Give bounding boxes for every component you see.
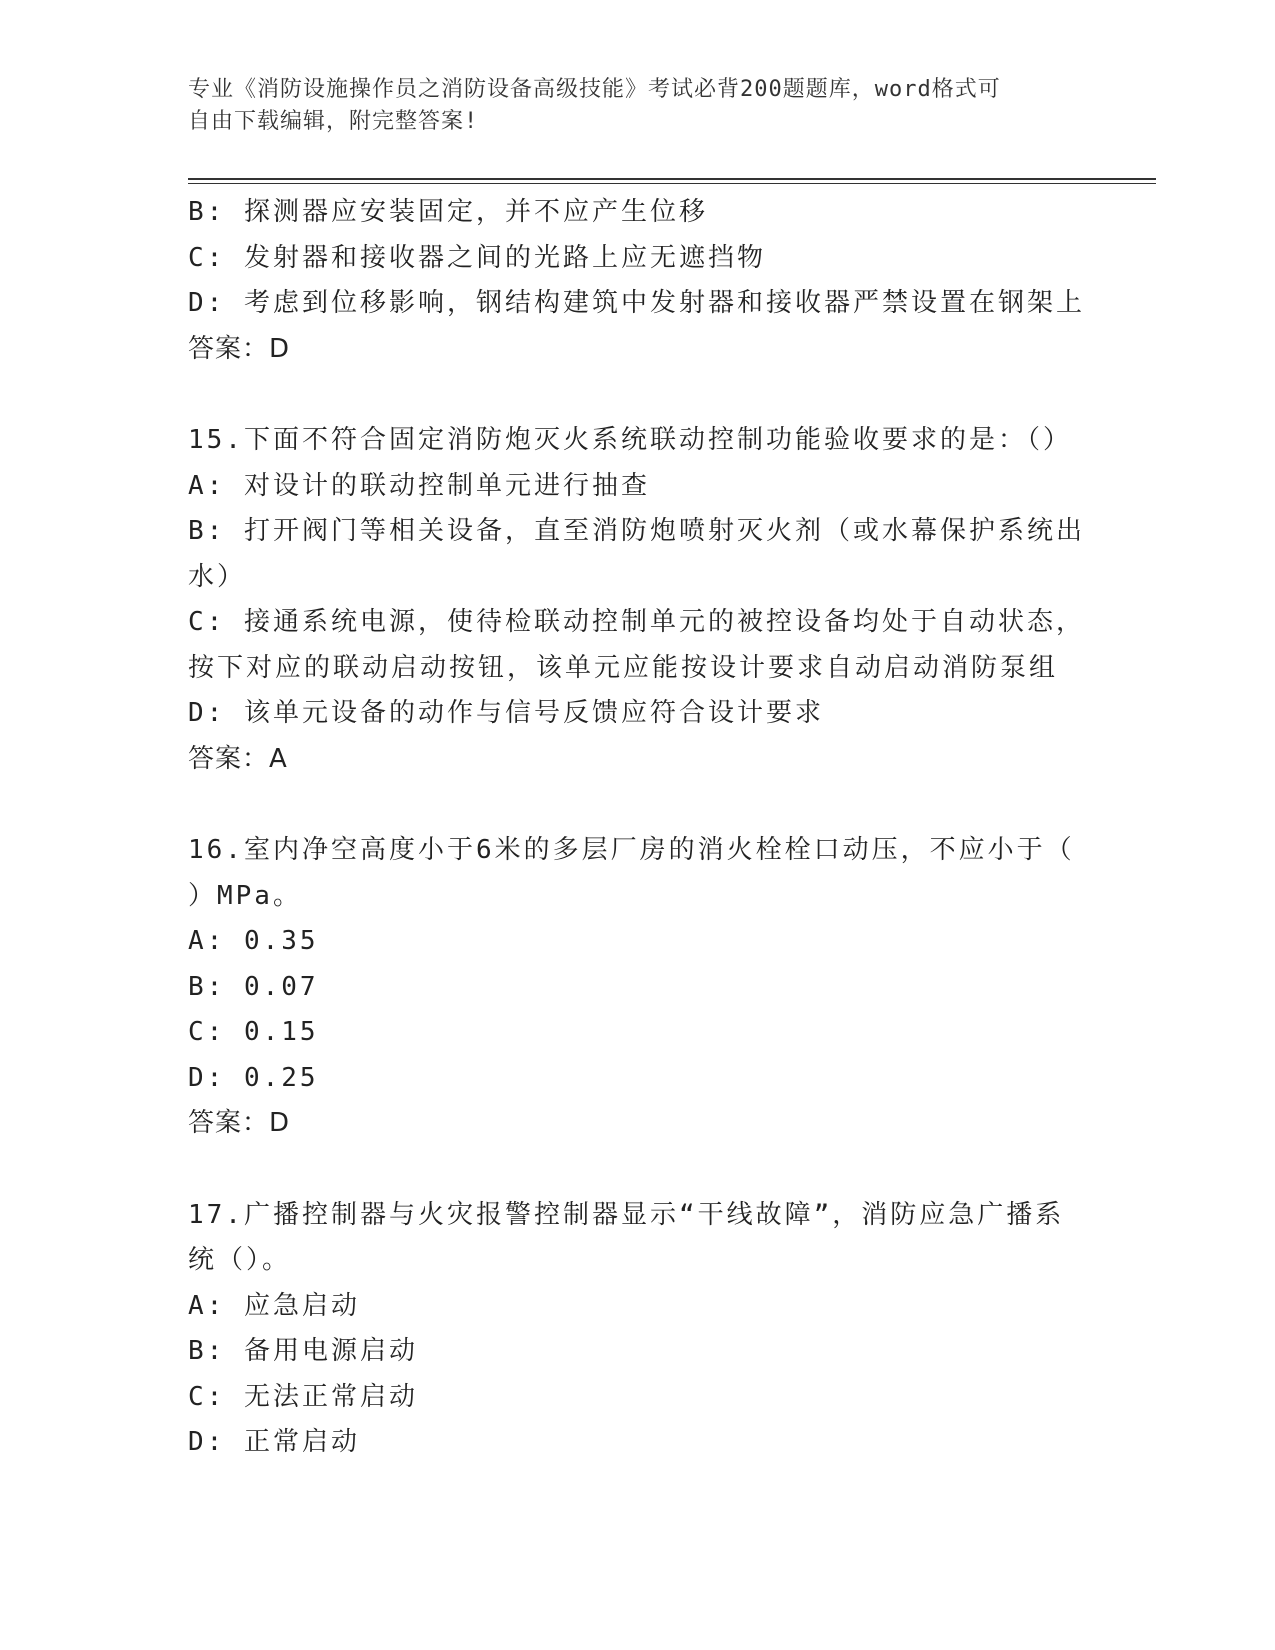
spacer (188, 782, 1098, 828)
header-divider (188, 178, 1156, 184)
question-15 (188, 418, 1098, 782)
answer: 答案：D (188, 333, 291, 364)
option-d: D: 0.25 (188, 1062, 319, 1093)
option-d: D: 正常启动 (188, 1427, 360, 1457)
spacer (188, 1147, 1098, 1193)
answer: 答案：D (188, 1108, 291, 1138)
question-stem: 16.室内净空高度小于6米的多层厂房的消火栓栓口动压，不应小于（ (188, 835, 1075, 865)
option-b: B: 探测器应安装固定，并不应产生位移 (188, 197, 708, 227)
option-d: D: 考虑到位移影响，钢结构建筑中发射器和接收器严禁设置在钢架上 (188, 288, 1085, 318)
option-b: B: 打开阀门等相关设备，直至消防炮喷射灭火剂（或水幕保护系统出 (188, 516, 1085, 546)
option-c: C: 无法正常启动 (188, 1381, 418, 1412)
option-a: A: 应急启动 (188, 1290, 360, 1321)
question-16 (188, 828, 1098, 1147)
option-a: A: 0.35 (188, 926, 319, 956)
option-d: D: 该单元设备的动作与信号反馈应符合设计要求 (188, 698, 824, 728)
option-c: C: 发射器和接收器之间的光路上应无遮挡物 (188, 242, 766, 273)
option-a: A: 对设计的联动控制单元进行抽查 (188, 470, 650, 501)
document-header (188, 74, 1088, 138)
question-17 (188, 1193, 1098, 1466)
question-14-continued (188, 190, 1098, 372)
header-line-1: 专业《消防设施操作员之消防设备高级技能》考试必背200题题库，word格式可 (188, 77, 1001, 102)
option-c: C: 0.15 (188, 1017, 319, 1047)
answer: 答案：A (188, 743, 288, 774)
spacer (188, 372, 1098, 418)
option-c-continued: 按下对应的联动启动按钮，该单元应能按设计要求自动启动消防泵组 (188, 652, 1059, 683)
question-stem: 17.广播控制器与火灾报警控制器显示“干线故障”，消防应急广播系 (188, 1199, 1065, 1230)
option-b-continued: 水） (188, 561, 247, 592)
question-list (188, 190, 1098, 1466)
option-c: C: 接通系统电源，使待检联动控制单元的被控设备均处于自动状态， (188, 607, 1085, 637)
option-b: B: 0.07 (188, 971, 319, 1002)
option-b: B: 备用电源启动 (188, 1336, 418, 1366)
question-stem-continued: ）MPa。 (188, 880, 302, 911)
header-line-2: 自由下载编辑，附完整答案! (188, 109, 479, 134)
question-stem: 15.下面不符合固定消防炮灭火系统联动控制功能验收要求的是：（） (188, 425, 1072, 455)
question-stem-continued: 统（）。 (188, 1245, 292, 1275)
